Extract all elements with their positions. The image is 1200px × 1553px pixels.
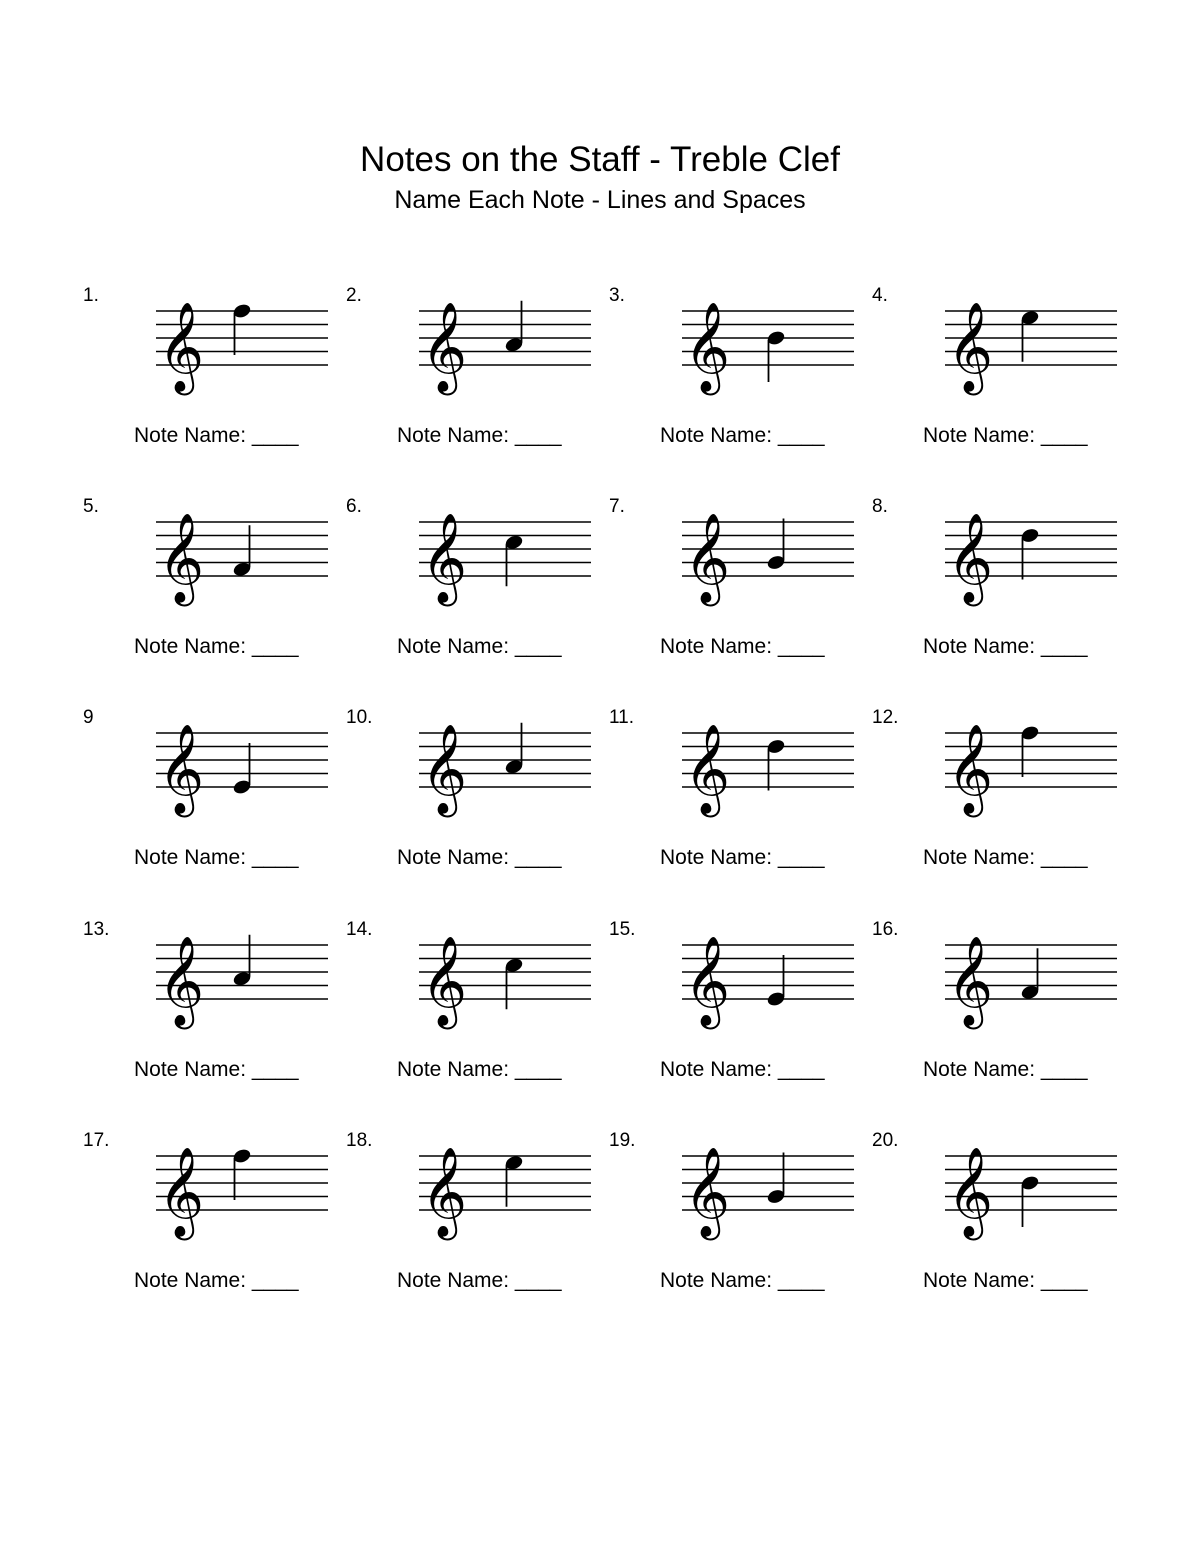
exercise-item <box>872 285 1135 485</box>
note-name-answer[interactable]: Note Name: ____ <box>134 424 299 447</box>
note-name-answer[interactable]: Note Name: ____ <box>134 1269 299 1292</box>
note-name-answer[interactable]: Note Name: ____ <box>397 1058 562 1081</box>
question-number: 3. <box>609 285 625 306</box>
treble-clef-icon: 𝄞 <box>684 1147 731 1237</box>
note-name-answer[interactable]: Note Name: ____ <box>660 424 825 447</box>
question-number: 20. <box>872 1130 899 1151</box>
treble-staff <box>927 919 1107 1029</box>
exercise-item <box>609 285 872 485</box>
note-name-answer[interactable]: Note Name: ____ <box>660 1269 825 1292</box>
treble-staff <box>927 707 1107 817</box>
question-number: 14. <box>346 919 373 940</box>
exercise-item <box>872 707 1135 907</box>
note-name-answer[interactable]: Note Name: ____ <box>397 846 562 869</box>
treble-clef-icon: 𝄞 <box>158 513 205 603</box>
exercise-item <box>872 1130 1135 1330</box>
note-name-answer[interactable]: Note Name: ____ <box>923 1269 1088 1292</box>
question-number: 18. <box>346 1130 373 1151</box>
treble-clef-icon: 𝄞 <box>421 513 468 603</box>
treble-staff <box>927 285 1107 395</box>
exercise-item <box>609 496 872 696</box>
question-number: 4. <box>872 285 888 306</box>
question-number: 9 <box>83 707 94 728</box>
exercise-item <box>83 496 346 696</box>
note-name-answer[interactable]: Note Name: ____ <box>660 635 825 658</box>
exercise-item <box>83 285 346 485</box>
treble-clef-icon: 𝄞 <box>947 302 994 392</box>
treble-staff <box>138 1130 318 1240</box>
treble-clef-icon: 𝄞 <box>684 724 731 814</box>
treble-clef-icon: 𝄞 <box>947 724 994 814</box>
exercise-item <box>83 1130 346 1330</box>
question-number: 2. <box>346 285 362 306</box>
question-number: 5. <box>83 496 99 517</box>
treble-clef-icon: 𝄞 <box>684 302 731 392</box>
note-name-answer[interactable]: Note Name: ____ <box>923 1058 1088 1081</box>
treble-clef-icon: 𝄞 <box>421 724 468 814</box>
exercise-item <box>872 496 1135 696</box>
note-name-answer[interactable]: Note Name: ____ <box>660 1058 825 1081</box>
question-number: 11. <box>609 707 635 728</box>
treble-clef-icon: 𝄞 <box>684 513 731 603</box>
exercise-item <box>83 919 346 1119</box>
treble-clef-icon: 𝄞 <box>684 936 731 1026</box>
treble-clef-icon: 𝄞 <box>421 936 468 1026</box>
treble-staff <box>927 496 1107 606</box>
treble-staff <box>401 707 581 817</box>
question-number: 16. <box>872 919 899 940</box>
exercise-item <box>346 1130 609 1330</box>
exercise-item <box>83 707 346 907</box>
exercise-item <box>609 1130 872 1330</box>
note-name-answer[interactable]: Note Name: ____ <box>397 424 562 447</box>
exercise-item <box>609 919 872 1119</box>
note-name-answer[interactable]: Note Name: ____ <box>134 1058 299 1081</box>
note-name-answer[interactable]: Note Name: ____ <box>923 635 1088 658</box>
treble-staff <box>664 707 844 817</box>
treble-clef-icon: 𝄞 <box>158 302 205 392</box>
treble-staff <box>401 919 581 1029</box>
question-number: 17. <box>83 1130 110 1151</box>
question-number: 13. <box>83 919 110 940</box>
treble-staff <box>138 496 318 606</box>
treble-staff <box>664 1130 844 1240</box>
treble-clef-icon: 𝄞 <box>947 513 994 603</box>
exercise-item <box>346 285 609 485</box>
treble-clef-icon: 𝄞 <box>421 1147 468 1237</box>
question-number: 7. <box>609 496 625 517</box>
note-name-answer[interactable]: Note Name: ____ <box>923 424 1088 447</box>
question-number: 12. <box>872 707 899 728</box>
page-subtitle: Name Each Note - Lines and Spaces <box>394 186 806 214</box>
note-name-answer[interactable]: Note Name: ____ <box>923 846 1088 869</box>
treble-staff <box>664 496 844 606</box>
note-name-answer[interactable]: Note Name: ____ <box>134 846 299 869</box>
question-number: 8. <box>872 496 888 517</box>
treble-staff <box>138 285 318 395</box>
page-title: Notes on the Staff - Treble Clef <box>360 140 840 179</box>
treble-clef-icon: 𝄞 <box>158 936 205 1026</box>
exercise-item <box>609 707 872 907</box>
treble-staff <box>401 1130 581 1240</box>
treble-clef-icon: 𝄞 <box>947 1147 994 1237</box>
treble-staff <box>401 496 581 606</box>
exercise-item <box>346 919 609 1119</box>
exercise-item <box>346 707 609 907</box>
question-number: 10. <box>346 707 373 728</box>
treble-staff <box>927 1130 1107 1240</box>
question-number: 15. <box>609 919 636 940</box>
note-name-answer[interactable]: Note Name: ____ <box>397 635 562 658</box>
treble-staff <box>138 707 318 817</box>
exercise-item <box>346 496 609 696</box>
note-name-answer[interactable]: Note Name: ____ <box>397 1269 562 1292</box>
question-number: 6. <box>346 496 362 517</box>
question-number: 19. <box>609 1130 636 1151</box>
note-name-answer[interactable]: Note Name: ____ <box>660 846 825 869</box>
note-name-answer[interactable]: Note Name: ____ <box>134 635 299 658</box>
treble-clef-icon: 𝄞 <box>158 1147 205 1237</box>
question-number: 1. <box>83 285 99 306</box>
exercise-item <box>872 919 1135 1119</box>
treble-staff <box>664 919 844 1029</box>
treble-staff <box>401 285 581 395</box>
treble-clef-icon: 𝄞 <box>421 302 468 392</box>
treble-staff <box>664 285 844 395</box>
treble-clef-icon: 𝄞 <box>947 936 994 1026</box>
treble-clef-icon: 𝄞 <box>158 724 205 814</box>
treble-staff <box>138 919 318 1029</box>
